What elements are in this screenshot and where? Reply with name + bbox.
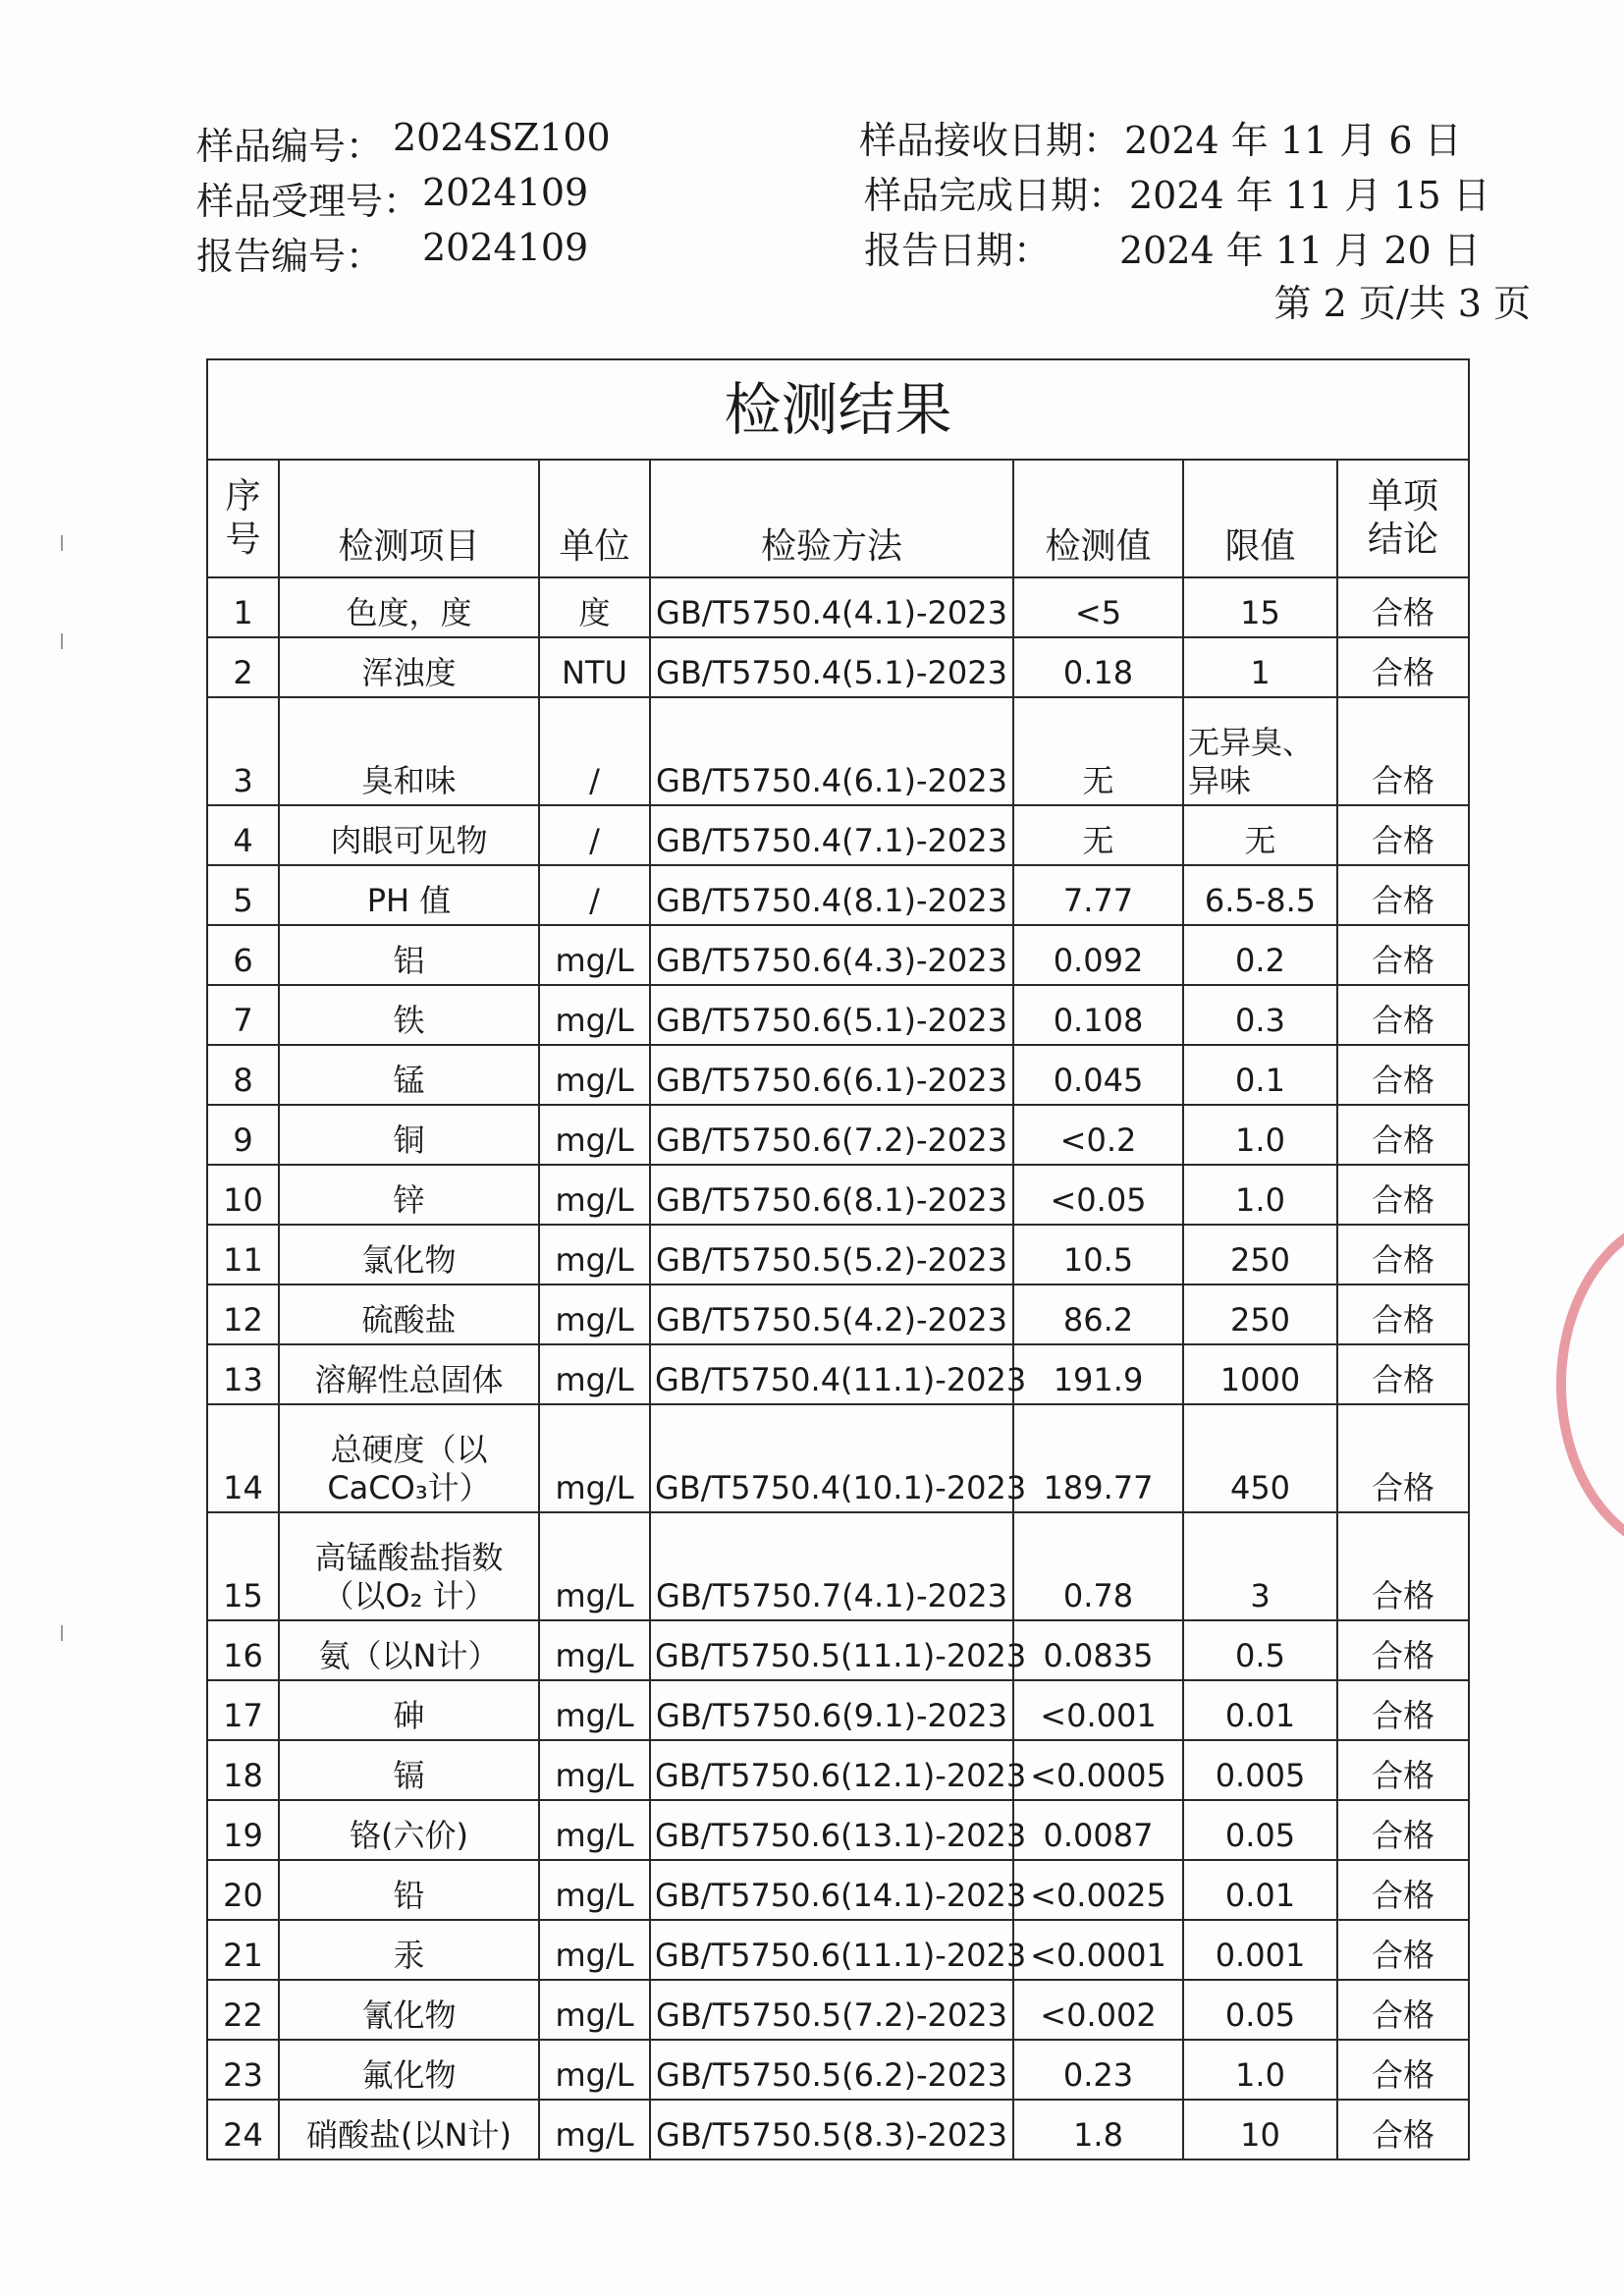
cell-value: 0.78	[1013, 1512, 1183, 1620]
cell-item: PH 值	[279, 865, 539, 925]
cell-limit: 0.1	[1183, 1045, 1337, 1105]
report-date-label: 报告日期：	[864, 229, 1052, 272]
cell-result: 合格	[1337, 1740, 1469, 1800]
cell-seq: 15	[207, 1512, 279, 1620]
cell-seq: 13	[207, 1344, 279, 1404]
table-row	[207, 1680, 1469, 1740]
cell-method: GB/T5750.6(9.1)-2023	[650, 1680, 1013, 1740]
scan-mark	[61, 633, 63, 649]
cell-method: GB/T5750.6(5.1)-2023	[650, 985, 1013, 1045]
header-conclusion: 单项 结论	[1337, 460, 1469, 577]
cell-item: 镉	[279, 1740, 539, 1800]
cell-unit: /	[539, 697, 650, 805]
page-number: 第 2 页/共 3 页	[1273, 282, 1531, 325]
table-row	[207, 1225, 1469, 1285]
cell-item: 总硬度（以CaCO₃计）	[279, 1404, 539, 1512]
cell-result: 合格	[1337, 1860, 1469, 1920]
cell-unit: NTU	[539, 637, 650, 697]
report-date: 2024 年 11 月 20 日	[1119, 229, 1481, 272]
header-value: 检测值	[1013, 460, 1183, 577]
cell-limit: 0.01	[1183, 1680, 1337, 1740]
results-table	[206, 358, 1470, 2160]
cell-value: 无	[1013, 805, 1183, 865]
cell-item: 肉眼可见物	[279, 805, 539, 865]
cell-value: 0.045	[1013, 1045, 1183, 1105]
cell-unit: /	[539, 805, 650, 865]
cell-limit: 6.5-8.5	[1183, 865, 1337, 925]
cell-result: 合格	[1337, 865, 1469, 925]
cell-limit: 无	[1183, 805, 1337, 865]
cell-item: 浑浊度	[279, 637, 539, 697]
cell-seq: 1	[207, 577, 279, 637]
cell-value: 0.0835	[1013, 1620, 1183, 1680]
cell-limit: 10	[1183, 2100, 1337, 2159]
header-limit: 限值	[1183, 460, 1337, 577]
cell-item: 高锰酸盐指数（以O₂ 计）	[279, 1512, 539, 1620]
table-row	[207, 1105, 1469, 1165]
cell-result: 合格	[1337, 1404, 1469, 1512]
cell-item: 氰化物	[279, 1980, 539, 2040]
cell-method: GB/T5750.4(6.1)-2023	[650, 697, 1013, 805]
cell-item: 硫酸盐	[279, 1285, 539, 1344]
cell-limit: 0.001	[1183, 1920, 1337, 1980]
cell-unit: mg/L	[539, 1980, 650, 2040]
cell-item: 氟化物	[279, 2040, 539, 2100]
cell-unit: mg/L	[539, 1680, 650, 1740]
cell-value: 0.0087	[1013, 1800, 1183, 1860]
table-row	[207, 865, 1469, 925]
cell-seq: 20	[207, 1860, 279, 1920]
cell-unit: mg/L	[539, 1045, 650, 1105]
cell-seq: 7	[207, 985, 279, 1045]
sample-no-label: 样品编号：	[196, 125, 384, 168]
cell-seq: 12	[207, 1285, 279, 1344]
report-no: 2024109	[422, 226, 589, 269]
cell-result: 合格	[1337, 1105, 1469, 1165]
cell-result: 合格	[1337, 637, 1469, 697]
cell-unit: mg/L	[539, 1920, 650, 1980]
cell-limit: 250	[1183, 1285, 1337, 1344]
cell-unit: mg/L	[539, 1740, 650, 1800]
cell-method: GB/T5750.6(12.1)-2023	[650, 1740, 1013, 1800]
completed-label: 样品完成日期：	[864, 174, 1126, 217]
cell-item: 氨（以N计）	[279, 1620, 539, 1680]
cell-method: GB/T5750.4(5.1)-2023	[650, 637, 1013, 697]
scan-mark	[61, 1625, 63, 1641]
cell-limit: 3	[1183, 1512, 1337, 1620]
cell-method: GB/T5750.6(7.2)-2023	[650, 1105, 1013, 1165]
cell-method: GB/T5750.5(11.1)-2023	[650, 1620, 1013, 1680]
sample-no: 2024SZ100	[393, 116, 611, 159]
cell-seq: 19	[207, 1800, 279, 1860]
cell-seq: 18	[207, 1740, 279, 1800]
cell-limit: 0.3	[1183, 985, 1337, 1045]
cell-unit: 度	[539, 577, 650, 637]
table-row	[207, 1920, 1469, 1980]
header-item: 检测项目	[279, 460, 539, 577]
accept-no-label: 样品受理号：	[196, 180, 421, 223]
cell-result: 合格	[1337, 1980, 1469, 2040]
header-seq: 序 号	[207, 460, 279, 577]
cell-method: GB/T5750.4(11.1)-2023	[650, 1344, 1013, 1404]
cell-value: 7.77	[1013, 865, 1183, 925]
cell-item: 铝	[279, 925, 539, 985]
cell-limit: 1.0	[1183, 1105, 1337, 1165]
cell-result: 合格	[1337, 1620, 1469, 1680]
cell-unit: mg/L	[539, 1344, 650, 1404]
cell-value: 0.108	[1013, 985, 1183, 1045]
cell-result: 合格	[1337, 1285, 1469, 1344]
table-row	[207, 1860, 1469, 1920]
cell-item: 锰	[279, 1045, 539, 1105]
cell-value: 无	[1013, 697, 1183, 805]
cell-value: 189.77	[1013, 1404, 1183, 1512]
table-row	[207, 1512, 1469, 1620]
cell-seq: 17	[207, 1680, 279, 1740]
cell-limit: 1.0	[1183, 1165, 1337, 1225]
cell-result: 合格	[1337, 2040, 1469, 2100]
table-header-row	[207, 460, 1469, 577]
cell-result: 合格	[1337, 577, 1469, 637]
cell-unit: mg/L	[539, 985, 650, 1045]
table-row	[207, 1404, 1469, 1512]
cell-value: <0.05	[1013, 1165, 1183, 1225]
cell-method: GB/T5750.5(7.2)-2023	[650, 1980, 1013, 2040]
cell-unit: mg/L	[539, 1620, 650, 1680]
cell-seq: 2	[207, 637, 279, 697]
cell-seq: 21	[207, 1920, 279, 1980]
cell-value: <0.0025	[1013, 1860, 1183, 1920]
cell-result: 合格	[1337, 1045, 1469, 1105]
cell-item: 氯化物	[279, 1225, 539, 1285]
cell-unit: mg/L	[539, 1404, 650, 1512]
cell-result: 合格	[1337, 1165, 1469, 1225]
cell-unit: mg/L	[539, 1860, 650, 1920]
cell-unit: mg/L	[539, 925, 650, 985]
cell-unit: mg/L	[539, 1165, 650, 1225]
header-method: 检验方法	[650, 460, 1013, 577]
cell-method: GB/T5750.6(13.1)-2023	[650, 1800, 1013, 1860]
cell-result: 合格	[1337, 985, 1469, 1045]
cell-seq: 24	[207, 2100, 279, 2159]
cell-method: GB/T5750.6(8.1)-2023	[650, 1165, 1013, 1225]
cell-seq: 3	[207, 697, 279, 805]
cell-item: 臭和味	[279, 697, 539, 805]
cell-item: 铁	[279, 985, 539, 1045]
cell-seq: 5	[207, 865, 279, 925]
cell-limit: 15	[1183, 577, 1337, 637]
cell-item: 铅	[279, 1860, 539, 1920]
cell-seq: 10	[207, 1165, 279, 1225]
cell-limit: 0.005	[1183, 1740, 1337, 1800]
cell-seq: 22	[207, 1980, 279, 2040]
table-row	[207, 1620, 1469, 1680]
table-row	[207, 637, 1469, 697]
cell-value: <0.2	[1013, 1105, 1183, 1165]
cell-method: GB/T5750.7(4.1)-2023	[650, 1512, 1013, 1620]
cell-limit: 450	[1183, 1404, 1337, 1512]
table-row	[207, 1344, 1469, 1404]
cell-item: 锌	[279, 1165, 539, 1225]
table-row	[207, 2040, 1469, 2100]
cell-seq: 8	[207, 1045, 279, 1105]
cell-seq: 23	[207, 2040, 279, 2100]
table-row	[207, 1800, 1469, 1860]
completed-date: 2024 年 11 月 15 日	[1129, 174, 1490, 217]
cell-seq: 16	[207, 1620, 279, 1680]
cell-result: 合格	[1337, 1225, 1469, 1285]
cell-method: GB/T5750.6(11.1)-2023	[650, 1920, 1013, 1980]
cell-unit: /	[539, 865, 650, 925]
cell-item: 硝酸盐(以N计)	[279, 2100, 539, 2159]
cell-item: 汞	[279, 1920, 539, 1980]
table-row	[207, 577, 1469, 637]
table-title: 检测结果	[207, 359, 1469, 460]
received-label: 样品接收日期：	[859, 119, 1121, 162]
cell-value: 0.23	[1013, 2040, 1183, 2100]
received-date: 2024 年 11 月 6 日	[1124, 119, 1462, 162]
table-row	[207, 805, 1469, 865]
table-row	[207, 1740, 1469, 1800]
cell-value: 86.2	[1013, 1285, 1183, 1344]
table-row	[207, 1045, 1469, 1105]
cell-unit: mg/L	[539, 1105, 650, 1165]
cell-seq: 6	[207, 925, 279, 985]
cell-unit: mg/L	[539, 2040, 650, 2100]
cell-unit: mg/L	[539, 2100, 650, 2159]
cell-value: <5	[1013, 577, 1183, 637]
cell-method: GB/T5750.6(4.3)-2023	[650, 925, 1013, 985]
cell-limit: 0.05	[1183, 1800, 1337, 1860]
header-unit: 单位	[539, 460, 650, 577]
cell-method: GB/T5750.5(8.3)-2023	[650, 2100, 1013, 2159]
cell-limit: 0.5	[1183, 1620, 1337, 1680]
cell-unit: mg/L	[539, 1800, 650, 1860]
table-row	[207, 1165, 1469, 1225]
cell-limit: 1.0	[1183, 2040, 1337, 2100]
cell-value: <0.001	[1013, 1680, 1183, 1740]
cell-value: <0.0005	[1013, 1740, 1183, 1800]
cell-result: 合格	[1337, 697, 1469, 805]
cell-method: GB/T5750.6(6.1)-2023	[650, 1045, 1013, 1105]
cell-seq: 4	[207, 805, 279, 865]
cell-value: <0.002	[1013, 1980, 1183, 2040]
cell-limit: 1000	[1183, 1344, 1337, 1404]
cell-method: GB/T5750.4(4.1)-2023	[650, 577, 1013, 637]
cell-value: 10.5	[1013, 1225, 1183, 1285]
cell-limit: 0.01	[1183, 1860, 1337, 1920]
cell-result: 合格	[1337, 805, 1469, 865]
cell-result: 合格	[1337, 1680, 1469, 1740]
cell-unit: mg/L	[539, 1225, 650, 1285]
table-row	[207, 985, 1469, 1045]
cell-result: 合格	[1337, 1920, 1469, 1980]
cell-unit: mg/L	[539, 1285, 650, 1344]
cell-value: 0.18	[1013, 637, 1183, 697]
cell-value: <0.0001	[1013, 1920, 1183, 1980]
accept-no: 2024109	[422, 171, 589, 214]
table-row	[207, 697, 1469, 805]
cell-limit: 0.2	[1183, 925, 1337, 985]
inspection-seal-stamp	[1556, 1213, 1624, 1557]
table-row	[207, 2100, 1469, 2159]
cell-value: 1.8	[1013, 2100, 1183, 2159]
cell-method: GB/T5750.4(10.1)-2023	[650, 1404, 1013, 1512]
cell-result: 合格	[1337, 1344, 1469, 1404]
cell-item: 砷	[279, 1680, 539, 1740]
cell-method: GB/T5750.5(4.2)-2023	[650, 1285, 1013, 1344]
cell-result: 合格	[1337, 1512, 1469, 1620]
cell-method: GB/T5750.4(7.1)-2023	[650, 805, 1013, 865]
cell-item: 铬(六价)	[279, 1800, 539, 1860]
cell-limit: 1	[1183, 637, 1337, 697]
cell-method: GB/T5750.5(6.2)-2023	[650, 2040, 1013, 2100]
scan-mark	[61, 535, 63, 551]
cell-value: 0.092	[1013, 925, 1183, 985]
cell-seq: 11	[207, 1225, 279, 1285]
cell-item: 铜	[279, 1105, 539, 1165]
table-row	[207, 925, 1469, 985]
cell-unit: mg/L	[539, 1512, 650, 1620]
table-row	[207, 1285, 1469, 1344]
report-no-label: 报告编号：	[196, 235, 384, 278]
cell-seq: 14	[207, 1404, 279, 1512]
cell-method: GB/T5750.6(14.1)-2023	[650, 1860, 1013, 1920]
cell-limit: 无异臭、异味	[1183, 697, 1337, 805]
cell-result: 合格	[1337, 2100, 1469, 2159]
cell-method: GB/T5750.4(8.1)-2023	[650, 865, 1013, 925]
cell-item: 色度，度	[279, 577, 539, 637]
cell-result: 合格	[1337, 1800, 1469, 1860]
cell-seq: 9	[207, 1105, 279, 1165]
cell-limit: 250	[1183, 1225, 1337, 1285]
cell-method: GB/T5750.5(5.2)-2023	[650, 1225, 1013, 1285]
cell-item: 溶解性总固体	[279, 1344, 539, 1404]
table-row	[207, 1980, 1469, 2040]
cell-limit: 0.05	[1183, 1980, 1337, 2040]
cell-result: 合格	[1337, 925, 1469, 985]
cell-value: 191.9	[1013, 1344, 1183, 1404]
